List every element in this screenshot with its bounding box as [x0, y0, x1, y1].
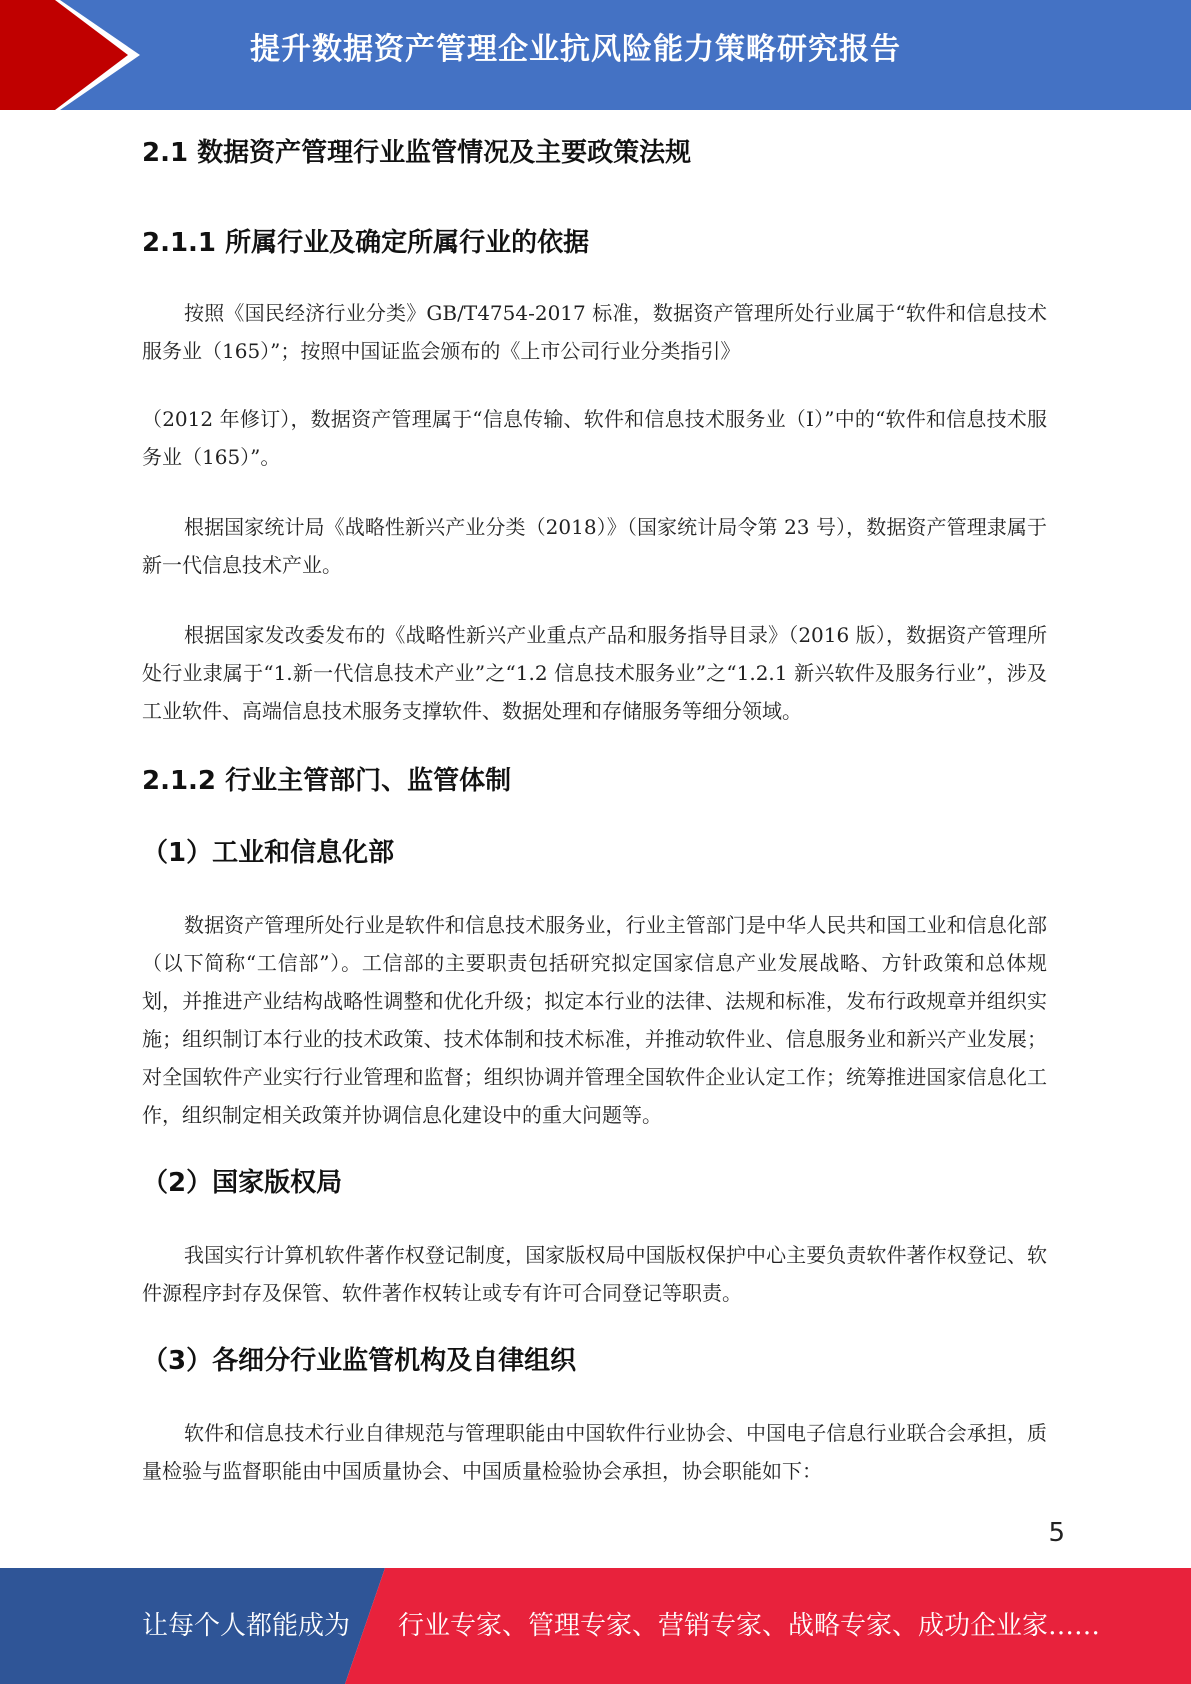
paragraph-2012-revision: （2012 年修订），数据资产管理属于“信息传输、软件和信息技术服务业（I）”中的“软件和信息技术服务业（165）”。	[142, 407, 1047, 469]
section-heading-2-1-2: 2.1.2 行业主管部门、监管体制	[142, 766, 512, 796]
subheading-miit: （1）工业和信息化部	[142, 838, 395, 868]
section-heading-2-1-1: 2.1.1 所属行业及确定所属行业的依据	[142, 228, 590, 258]
paragraph-industry-associations: 软件和信息技术行业自律规范与管理职能由中国软件行业协会、中国电子信息行业联合会承担，质量检验与监督职能由中国质量协会、中国质量检验协会承担，协会职能如下：	[142, 1421, 1047, 1483]
paragraph-statistics-bureau: 根据国家统计局《战略性新兴产业分类（2018）》（国家统计局令第 23 号），数据资产管理隶属于新一代信息技术产业。	[142, 515, 1047, 577]
paragraph-ndrc-catalog: 根据国家发改委发布的《战略性新兴产业重点产品和服务指导目录》（2016 版），数据资产管理所处行业隶属于“1.新一代信息技术产业”之“1.2 信息技术服务业”之“1.2.1 新兴软件及服务行业”，涉及工业软件、高端信息技术服务支撑软件、数据处理和存储服务等细分领域。	[142, 623, 1047, 723]
footer-slogan-right: 行业专家、管理专家、营销专家、战略专家、成功企业家……	[398, 1611, 1101, 1641]
paragraph-miit-duties: 数据资产管理所处行业是软件和信息技术服务业，行业主管部门是中华人民共和国工业和信息化部（以下简称“工信部”）。工信部的主要职责包括研究拟定国家信息产业发展战略、方针政策和总体规划，并推进产业结构战略性调整和优化升级；拟定本行业的法律、法规和标准，发布行政规章并组织实施；组织制订本行业的技术政策、技术体制和技术标准，并推动软件业、信息服务业和新兴产业发展；对全国软件产业实行行业管理和监督；组织协调并管理全国软件企业认定工作；统筹推进国家信息化工作，组织制定相关政策并协调信息化建设中的重大问题等。	[142, 913, 1047, 1127]
footer-slogan-left: 让每个人都能成为	[142, 1611, 351, 1641]
footer-banner	[0, 1568, 1191, 1684]
subheading-copyright-office: （2）国家版权局	[142, 1168, 343, 1198]
section-heading-2-1: 2.1 数据资产管理行业监管情况及主要政策法规	[142, 138, 692, 168]
subheading-self-regulatory-orgs: （3）各细分行业监管机构及自律组织	[142, 1346, 577, 1376]
paragraph-copyright-registration: 我国实行计算机软件著作权登记制度，国家版权局中国版权保护中心主要负责软件著作权登记、软件源程序封存及保管、软件著作权转让或专有许可合同登记等职责。	[142, 1243, 1047, 1305]
header-banner	[0, 0, 1191, 110]
paragraph-industry-classification: 按照《国民经济行业分类》GB/T4754-2017 标准，数据资产管理所处行业属于“软件和信息技术服务业（165）”；按照中国证监会颁布的《上市公司行业分类指引》	[142, 301, 1047, 363]
page-number: 5	[1048, 1518, 1065, 1548]
document-title: 提升数据资产管理企业抗风险能力策略研究报告	[250, 32, 901, 67]
